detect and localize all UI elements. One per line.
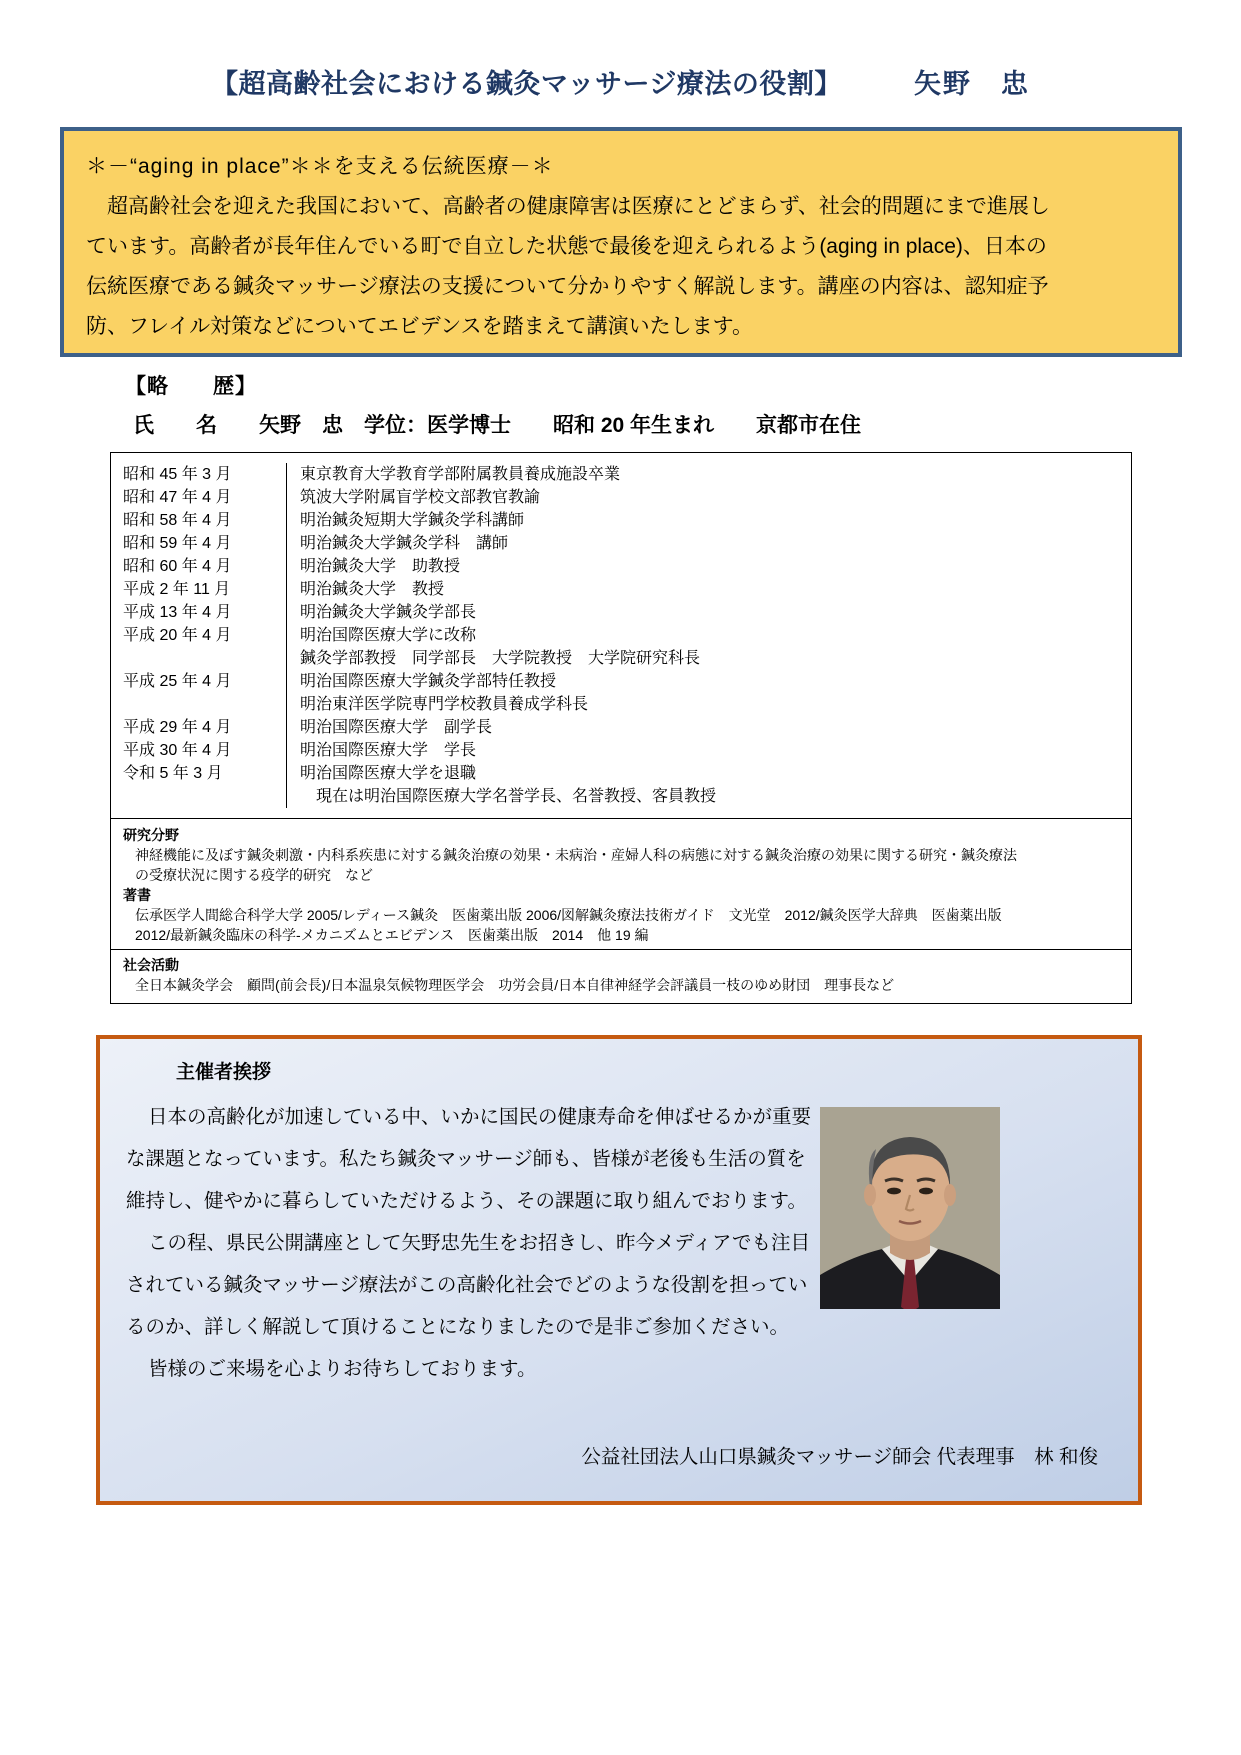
publications-line: 伝承医学人間総合科学大学 2005/レディース鍼灸 医歯薬出版 2006/図解鍼灸療法技術ガイド 文光堂 2012/鍼灸医学大辞典 医歯薬出版 [135, 907, 1002, 923]
social-activities-section [111, 950, 1131, 1003]
career-date: 平成 29 年 4 月 [123, 719, 232, 736]
career-description: 明治鍼灸大学 助教授 [300, 558, 461, 575]
research-field-section [111, 819, 1131, 949]
publications-heading: 著書 [123, 887, 151, 903]
research-field-heading: 研究分野 [123, 827, 179, 843]
career-table [110, 452, 1132, 1004]
career-date: 平成 20 年 4 月 [123, 627, 232, 644]
career-description: 明治鍼灸大学鍼灸学科 講師 [300, 535, 509, 552]
greeting-paragraph: この程、県民公開講座として矢野忠先生をお招きし、昨今メディアでも注目されている鍼灸マッサージ療法がこの高齢化社会でどのような役割を担っているのか、詳しく解説して頂けることになりましたので是非ご参加ください。 [126, 1232, 811, 1338]
abstract-line: ています。高齢者が長年住んでいる町で自立した状態で最後を迎えられるよう(aging in place)、日本の [86, 235, 1047, 258]
lecture-title: 【超高齢社会における鍼灸マッサージ療法の役割】 [211, 69, 842, 99]
greeting-signature: 公益社団法人山口県鍼灸マッサージ師会 代表理事 林 和俊 [581, 1446, 1098, 1468]
table-row [111, 739, 1131, 762]
research-field-line: の受療状況に関する疫学的研究 など [135, 867, 373, 883]
speaker-portrait-photo [820, 1107, 1000, 1309]
lecture-speaker-name: 矢野 忠 [913, 69, 1030, 99]
career-date [111, 785, 286, 808]
career-description: 明治鍼灸短期大学鍼灸学科講師 [300, 512, 525, 529]
table-row [111, 532, 1131, 555]
career-description: 明治国際医療大学を退職 [300, 765, 477, 782]
table-row [111, 509, 1131, 532]
career-date: 昭和 47 年 4 月 [123, 489, 232, 506]
abstract-line: 伝統医療である鍼灸マッサージ療法の支援について分かりやすく解説します。講座の内容は、認知症予 [86, 275, 1049, 298]
table-row [111, 693, 1131, 716]
greeting-paragraph: 日本の高齢化が加速している中、いかに国民の健康寿命を伸ばせるかが重要な課題となっています。私たち鍼灸マッサージ師も、皆様が老後も生活の質を維持し、健やかに暮らしていただけるよう、その課題に取り組んでおります。 [126, 1106, 812, 1212]
table-row [111, 716, 1131, 739]
career-description: 明治東洋医学院専門学校教員養成学科長 [300, 696, 589, 713]
career-date: 平成 30 年 4 月 [123, 742, 232, 759]
table-row [111, 647, 1131, 670]
career-description: 鍼灸学部教授 同学部長 大学院教授 大学院研究科長 [300, 650, 701, 667]
research-field-line: 神経機能に及ぼす鍼灸刺激・内科系疾患に対する鍼灸治療の効果・未病治・産婦人科の病態に対する鍼灸治療の効果に関する研究・鍼灸療法 [135, 847, 1017, 863]
page-title [0, 62, 1241, 101]
publications-line: 2012/最新鍼灸臨床の科学-メカニズムとエビデンス 医歯薬出版 2014 他 19 編 [135, 927, 649, 943]
abstract-box [60, 127, 1182, 357]
profile-name-line: 氏 名 矢野 忠 学位：医学博士 昭和 20 年生まれ 京都市在住 [133, 414, 862, 437]
profile-section-label: 【略 歴】 [125, 375, 257, 398]
career-date: 昭和 59 年 4 月 [123, 535, 232, 552]
career-rows [111, 453, 1131, 818]
career-date: 平成 25 年 4 月 [123, 673, 232, 690]
greeting-body [126, 1096, 816, 1390]
career-description: 明治国際医療大学鍼灸学部特任教授 [300, 673, 557, 690]
table-row [111, 463, 1131, 486]
social-activities-line: 全日本鍼灸学会 顧問(前会長)/日本温泉気候物理医学会 功労会員/日本自律神経学会評議員一枝のゆめ財団 理事長など [135, 977, 895, 993]
career-description: 明治国際医療大学に改称 [300, 627, 477, 644]
career-date [111, 647, 286, 670]
abstract-line: ＊－“aging in place”＊＊を支える伝統医療－＊ [86, 155, 554, 178]
table-row [111, 601, 1131, 624]
greeting-paragraph: 皆様のご来場を心よりお待ちしております。 [148, 1358, 537, 1380]
career-description: 明治鍼灸大学鍼灸学部長 [300, 604, 477, 621]
table-row [111, 624, 1131, 647]
table-row [111, 762, 1131, 785]
career-date: 平成 13 年 4 月 [123, 604, 232, 621]
career-date: 昭和 60 年 4 月 [123, 558, 232, 575]
table-row [111, 785, 1131, 808]
portrait-image [820, 1107, 1000, 1309]
table-row [111, 555, 1131, 578]
career-description: 現在は明治国際医療大学名誉学長、名誉教授、客員教授 [300, 788, 717, 805]
table-row [111, 578, 1131, 601]
career-date: 昭和 58 年 4 月 [123, 512, 232, 529]
social-activities-heading: 社会活動 [123, 957, 179, 973]
career-description: 明治国際医療大学 学長 [300, 742, 477, 759]
career-date: 令和 5 年 3 月 [123, 765, 223, 782]
abstract-line: 防、フレイル対策などについてエビデンスを踏まえて講演いたします。 [86, 315, 753, 338]
table-row [111, 670, 1131, 693]
career-description: 明治国際医療大学 副学長 [300, 719, 493, 736]
career-date: 昭和 45 年 3 月 [123, 466, 232, 483]
organizer-greeting-box [96, 1035, 1142, 1505]
career-date [111, 693, 286, 716]
career-description: 東京教育大学教育学部附属教員養成施設卒業 [300, 466, 621, 483]
greeting-title: 主催者挨拶 [176, 1062, 272, 1083]
abstract-line: 超高齢社会を迎えた我国において、高齢者の健康障害は医療にとどまらず、社会的問題にまで進展し [86, 195, 1050, 218]
career-date: 平成 2 年 11 月 [123, 581, 231, 598]
table-row [111, 486, 1131, 509]
career-description: 明治鍼灸大学 教授 [300, 581, 445, 598]
career-description: 筑波大学附属盲学校文部教官教諭 [300, 489, 541, 506]
